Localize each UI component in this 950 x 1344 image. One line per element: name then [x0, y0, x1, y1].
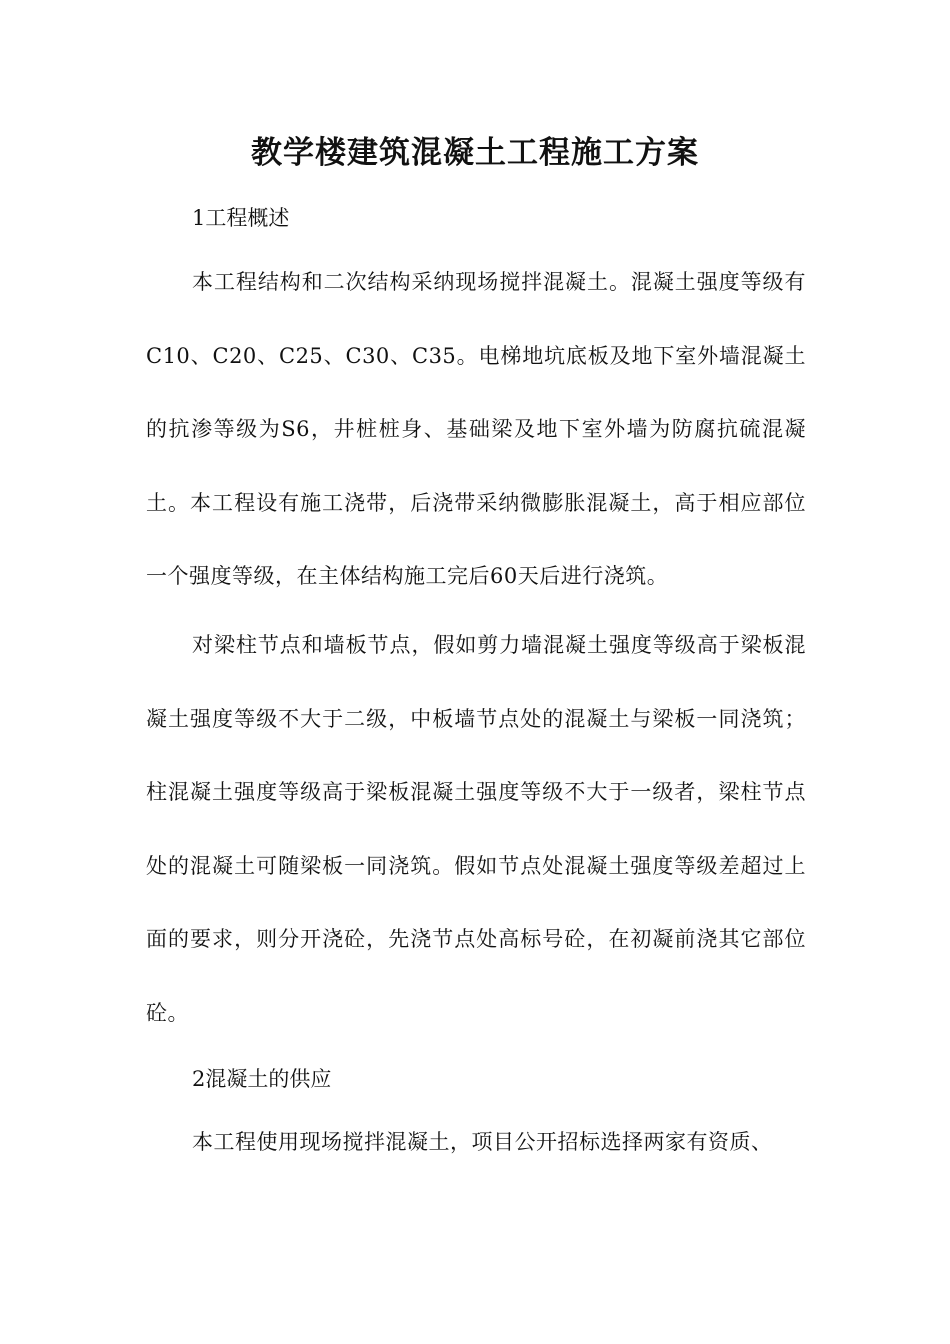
document-title: 教学楼建筑混凝土工程施工方案 — [251, 135, 699, 171]
paragraph-overview-2: 对梁柱节点和墙板节点，假如剪力墙混凝土强度等级高于梁板混凝土强度等级不大于二级，中板墙节点处的混凝土与梁板一同浇筑；柱混凝土强度等级高于梁板混凝土强度等级不大于一级者，梁柱节点处的混凝土可随梁板一同浇筑。假如节点处混凝土强度等级差超过上面的要求，则分开浇砼，先浇节点处高标号砼，在初凝前浇其它部位砼。 — [146, 633, 806, 1025]
section-heading-supply: 2混凝土的供应 — [192, 1067, 332, 1091]
paragraph-supply-1: 本工程使用现场搅拌混凝土，项目公开招标选择两家有资质、 — [192, 1130, 773, 1154]
paragraph-overview-1: 本工程结构和二次结构采纳现场搅拌混凝土。混凝土强度等级有C10、C20、C25、C30、C35。电梯地坑底板及地下室外墙混凝土的抗渗等级为S6，井桩桩身、基础梁及地下室外墙为防腐抗硫混凝土。本工程设有施工浇带，后浇带采纳微膨胀混凝土，高于相应部位一个强度等级，在主体结构施工完后60天后进行浇筑。 — [146, 270, 806, 588]
section-heading-overview: 1工程概述 — [192, 206, 290, 230]
